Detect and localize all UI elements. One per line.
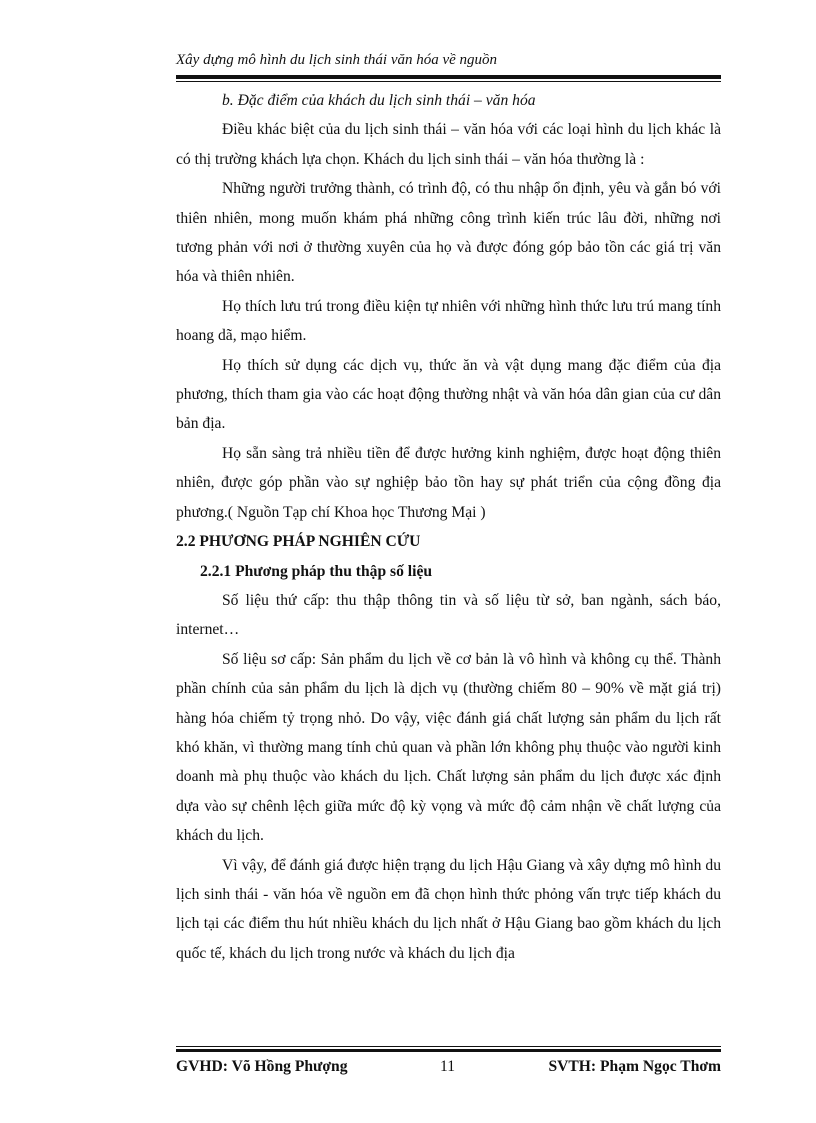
section-heading: 2.2 PHƯƠNG PHÁP NGHIÊN CỨU (176, 533, 421, 551)
paragraph: Số liệu thứ cấp: thu thập thông tin và số liệu từ sở, ban ngành, sách báo, internet… (176, 591, 721, 639)
student-name: SVTH: Phạm Ngọc Thơm (548, 1058, 721, 1075)
running-header: Xây dựng mô hình du lịch sinh thái văn hóa về nguồn (176, 52, 498, 68)
paragraph: Họ thích lưu trú trong điều kiện tự nhiên với những hình thức lưu trú mang tính hoang dã, mạo hiểm. (176, 297, 721, 345)
paragraph: Điều khác biệt của du lịch sinh thái – văn hóa với các loại hình du lịch khác là có thị trường khách lựa chọn. Khách du lịch sinh thái – văn hóa thường là : (176, 121, 721, 168)
page-body (176, 86, 721, 968)
header-rule (176, 75, 721, 79)
subsection-heading: 2.2.1 Phương pháp thu thập số liệu (200, 562, 433, 580)
paragraph: Những người trưởng thành, có trình độ, có thu nhập ổn định, yêu và gắn bó với thiên nhiên, mong muốn khám phá những công trình kiến trúc lâu đời, những nơi tương phản với nơi ở thường xuyên của họ và được đóng góp bảo tồn các giá trị văn hóa và thiên nhiên. (176, 180, 721, 286)
header-rule-thin (176, 81, 721, 82)
footer-rule (176, 1049, 721, 1052)
subheading-b: b. Đặc điểm của khách du lịch sinh thái – văn hóa (222, 92, 536, 109)
page-number: 11 (440, 1058, 456, 1075)
paragraph: Họ thích sử dụng các dịch vụ, thức ăn và vật dụng mang đặc điểm của địa phương, thích tham gia vào các hoạt động thường nhật và văn hóa dân gian của cư dân bản địa. (176, 356, 721, 433)
footer-rule-thin (176, 1046, 721, 1047)
paragraph: Vì vậy, để đánh giá được hiện trạng du lịch Hậu Giang và xây dựng mô hình du lịch sinh thái - văn hóa về nguồn em đã chọn hình thức phỏng vấn trực tiếp khách du lịch tại các điểm thu hút nhiều khách du lịch nhất ở Hậu Giang bao gồm khách du lịch quốc tế, khách du lịch trong nước và khách du lịch địa (176, 856, 721, 962)
advisor-name: GVHD: Võ Hồng Phượng (176, 1058, 348, 1075)
paragraph: Họ sẵn sàng trả nhiều tiền để được hưởng kinh nghiệm, được hoạt động thiên nhiên, được góp phần vào sự nghiệp bảo tồn hay sự phát triển của cộng đồng địa phương.( Nguồn Tạp chí Khoa học Thương Mại ) (176, 444, 721, 521)
page-footer (176, 1056, 721, 1078)
paragraph: Số liệu sơ cấp: Sản phẩm du lịch về cơ bản là vô hình và không cụ thể. Thành phần chính của sản phẩm du lịch là dịch vụ (thường chiếm 80 – 90% về mặt giá trị) hàng hóa chiếm tỷ trọng nhỏ. Do vậy, việc đánh giá chất lượng sản phẩm du lịch rất khó khăn, vì thường mang tính chủ quan và phần lớn không phụ thuộc vào người kinh doanh mà phụ thuộc vào khách du lịch. Chất lượng sản phẩm du lịch được xác định dựa vào sự chênh lệch giữa mức độ kỳ vọng và mức độ cảm nhận về chất lượng của khách du lịch. (176, 650, 721, 845)
